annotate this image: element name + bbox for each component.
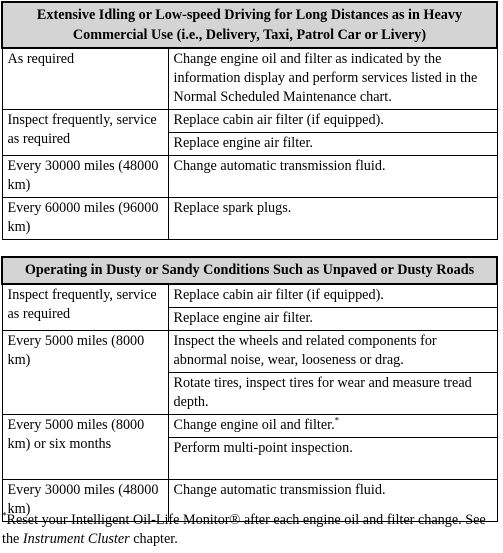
interval-cell: Every 5000 miles (8000 km) or six months — [2, 414, 168, 479]
task-cell: Replace spark plugs. — [168, 198, 497, 240]
table-title: Extensive Idling or Low-speed Driving for Long Distances as in Heavy Commercial Use (i.e., Delivery, Taxi, Patrol Car or Livery) — [2, 2, 497, 48]
task-cell: Perform multi-point inspection. — [168, 437, 497, 479]
table-row — [2, 284, 497, 308]
task-cell: Replace engine air filter. — [168, 307, 497, 330]
interval-cell: Inspect frequently, service as required — [2, 284, 168, 331]
task-cell: Change automatic transmission fluid. — [168, 156, 497, 198]
interval-cell: Inspect frequently, service as required — [2, 110, 168, 156]
table-row — [2, 48, 497, 110]
footnote-marker: * — [2, 510, 7, 521]
task-cell: Inspect the wheels and related components for abnormal noise, wear, looseness or drag. — [168, 330, 497, 372]
table-row — [2, 110, 497, 133]
footnote-text-end: chapter. — [129, 531, 178, 547]
task-cell: Change automatic transmission fluid. — [168, 479, 497, 521]
idling-maintenance-table — [1, 1, 498, 240]
dusty-conditions-maintenance-table — [1, 256, 498, 522]
footnote-text: Reset your Intelligent Oil-Life Monitor® after each engine oil and filter change. See the — [2, 512, 486, 547]
task-cell — [168, 414, 497, 437]
interval-cell: Every 30000 miles (48000 km) — [2, 156, 168, 198]
footnote — [2, 511, 499, 549]
task-cell: Replace engine air filter. — [168, 133, 497, 156]
chapter-reference: Instrument Cluster — [22, 531, 130, 547]
interval-cell: Every 60000 miles (96000 km) — [2, 198, 168, 240]
task-cell: Rotate tires, inspect tires for wear and measure tread depth. — [168, 372, 497, 414]
table-row — [2, 156, 497, 198]
task-cell: Replace cabin air filter (if equipped). — [168, 110, 497, 133]
task-cell: Change engine oil and filter as indicated by the information display and perform services listed in the Normal Scheduled Maintenance chart. — [168, 48, 497, 110]
table-row — [2, 198, 497, 240]
table-row — [2, 330, 497, 372]
table-row — [2, 414, 497, 437]
footnote-marker: * — [334, 414, 340, 425]
interval-cell: Every 5000 miles (8000 km) — [2, 330, 168, 414]
table-title: Operating in Dusty or Sandy Conditions Such as Unpaved or Dusty Roads — [2, 257, 497, 284]
interval-cell: Every 30000 miles (48000 km) — [2, 479, 168, 521]
task-text: Change engine oil and filter. — [173, 416, 335, 433]
interval-cell: As required — [2, 48, 168, 110]
task-cell: Replace cabin air filter (if equipped). — [168, 284, 497, 308]
